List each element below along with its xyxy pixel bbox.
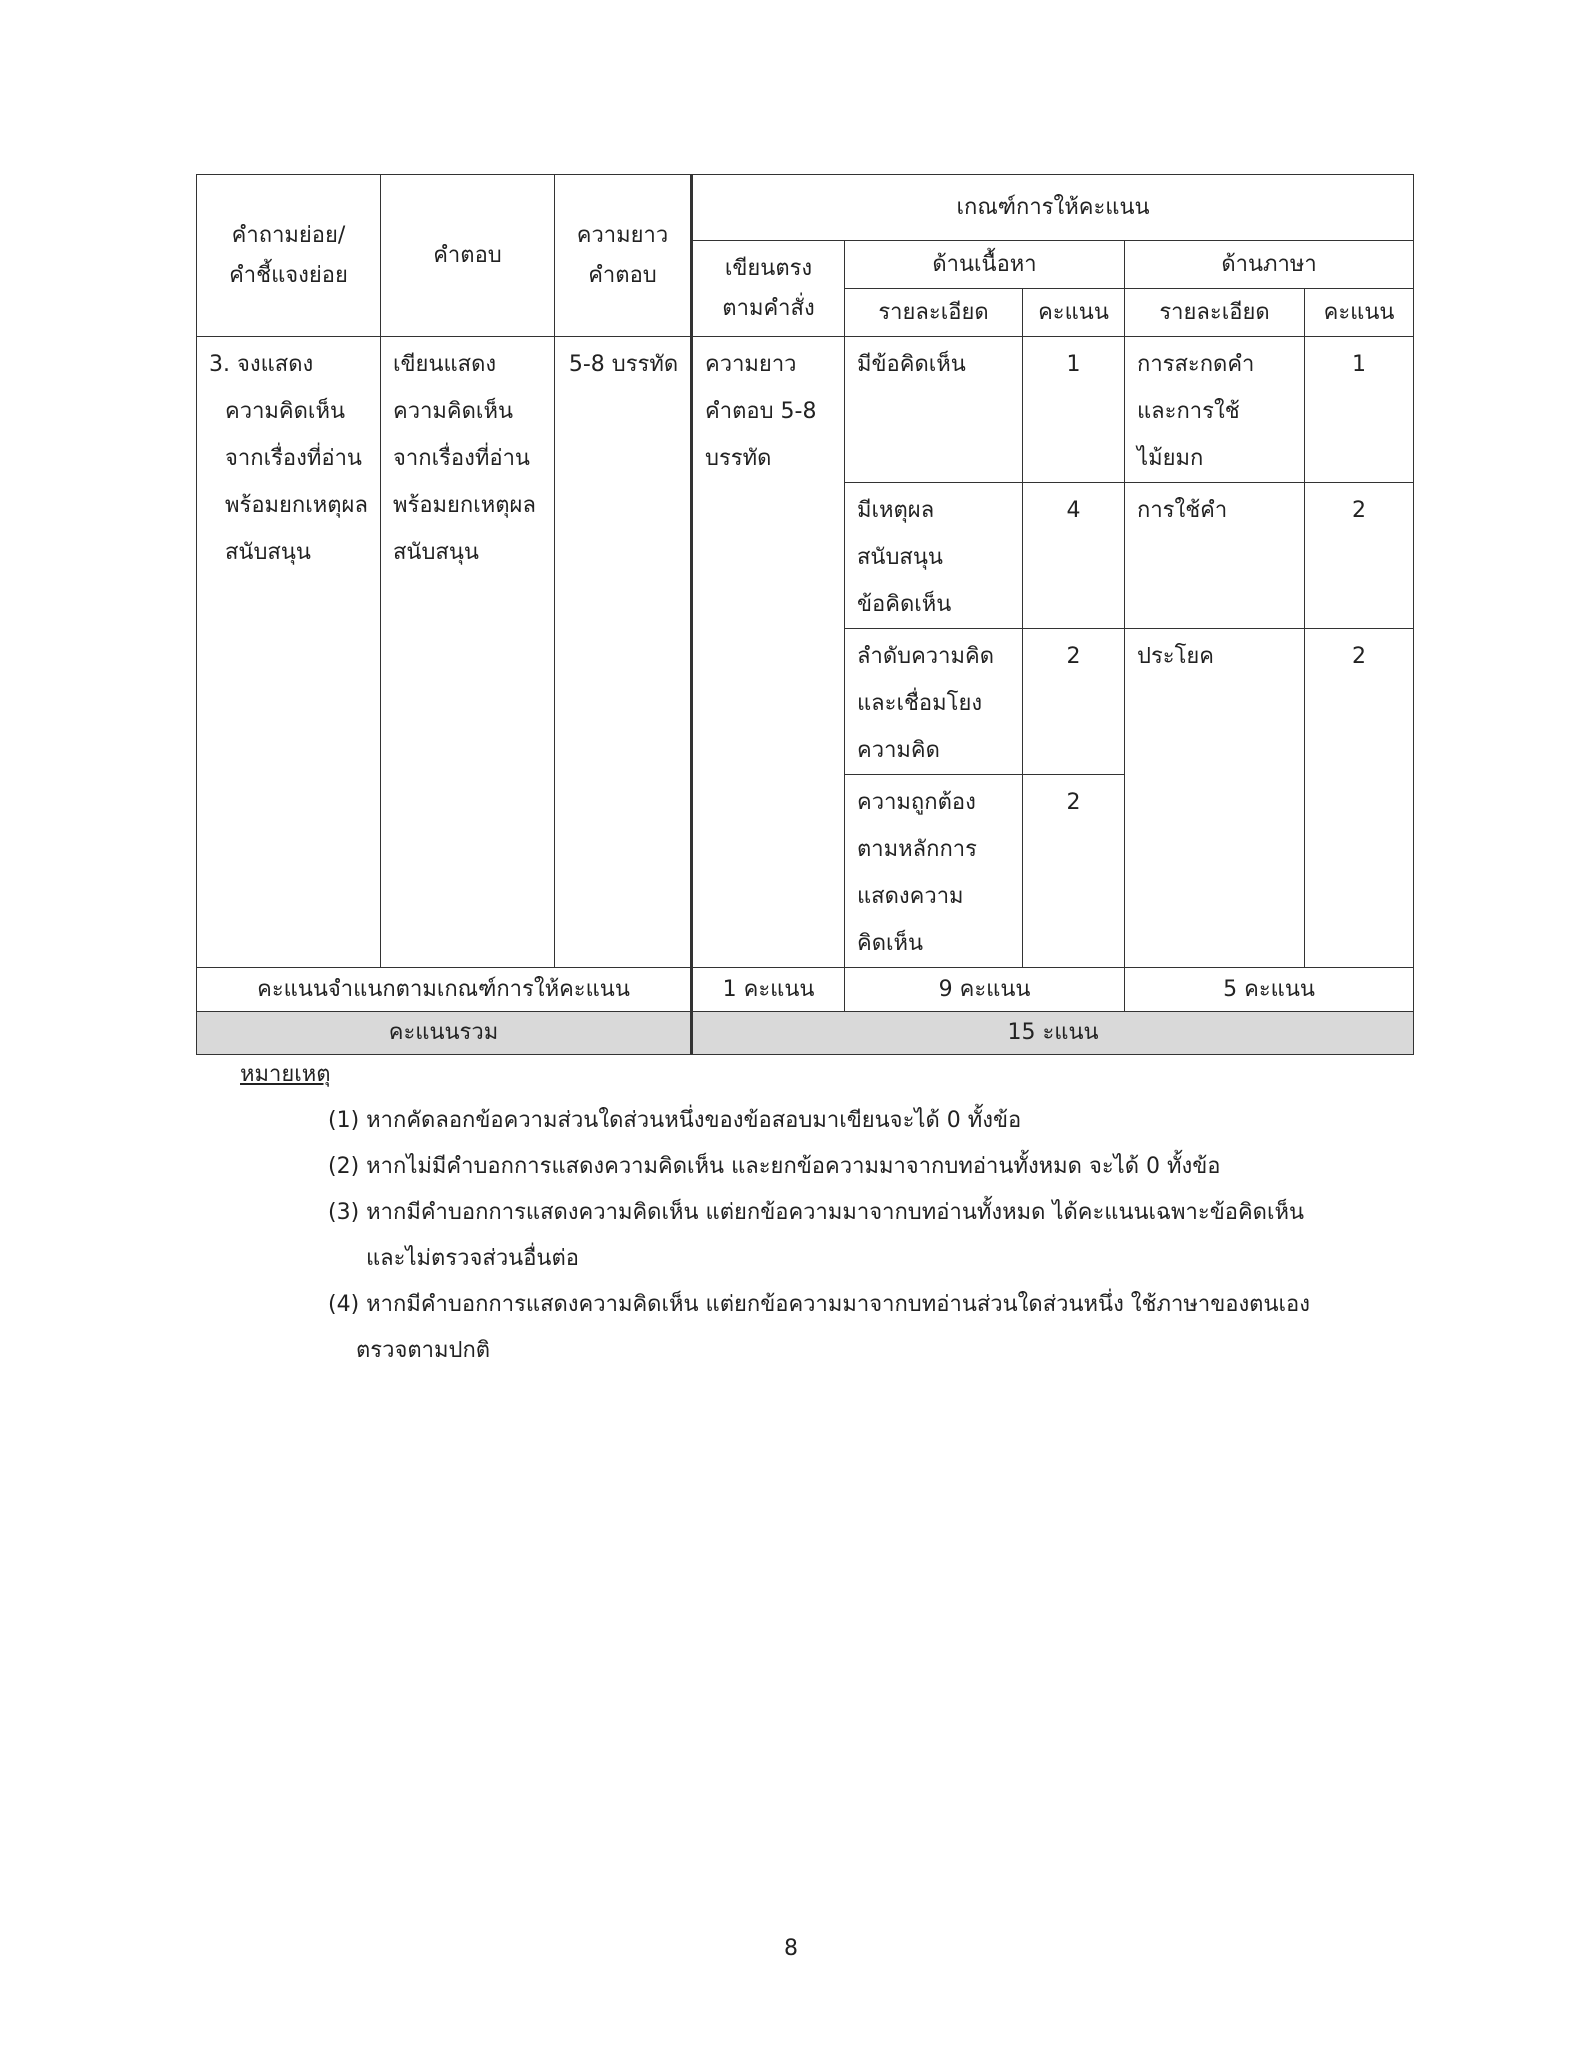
- total-label: คะแนนรวม: [197, 1012, 692, 1055]
- language-score-2: 2: [1305, 483, 1414, 629]
- summary-content: 9 คะแนน: [845, 968, 1125, 1012]
- header-language: ด้านภาษา: [1125, 241, 1414, 289]
- content-score-2: 4: [1023, 483, 1125, 629]
- summary-label: คะแนนจำแนกตามเกณฑ์การให้คะแนน: [197, 968, 692, 1012]
- page-number: 8: [784, 1936, 798, 1961]
- content-detail-4: ความถูกต้อง ตามหลักการ แสดงความ คิดเห็น: [845, 775, 1023, 968]
- header-answer-length: ความยาว คำตอบ: [555, 175, 692, 337]
- language-detail-1: การสะกดคำ และการใช้ ไม้ยมก: [1125, 337, 1305, 483]
- language-detail-3: ประโยค: [1125, 629, 1305, 968]
- answer-cell: เขียนแสดง ความคิดเห็น จากเรื่องที่อ่าน พร้อมยกเหตุผล สนับสนุน: [381, 337, 555, 968]
- header-content-detail: รายละเอียด: [845, 289, 1023, 337]
- length-cell: 5-8 บรรทัด: [555, 337, 692, 968]
- content-score-1: 1: [1023, 337, 1125, 483]
- note-item: (3) หากมีคำบอกการแสดงความคิดเห็น แต่ยกข้อความมาจากบทอ่านทั้งหมด ได้คะแนนเฉพาะข้อคิดเห็น: [328, 1200, 1305, 1225]
- header-answer: คำตอบ: [381, 175, 555, 337]
- total-value: 15 ะแนน: [692, 1012, 1414, 1055]
- language-score-3: 2: [1305, 629, 1414, 968]
- summary-language: 5 คะแนน: [1125, 968, 1414, 1012]
- note-item: (4) หากมีคำบอกการแสดงความคิดเห็น แต่ยกข้อความมาจากบทอ่านส่วนใดส่วนหนึ่ง ใช้ภาษาของตนเอง: [328, 1292, 1310, 1317]
- header-question: คำถามย่อย/ คำชี้แจงย่อย: [197, 175, 381, 337]
- content-detail-2: มีเหตุผล สนับสนุน ข้อคิดเห็น: [845, 483, 1023, 629]
- header-write-direct: เขียนตรง ตามคำสั่ง: [692, 241, 845, 337]
- scoring-rubric-table: [196, 174, 1414, 1055]
- header-language-detail: รายละเอียด: [1125, 289, 1305, 337]
- write-direct-cell: ความยาว คำตอบ 5-8 บรรทัด: [692, 337, 845, 968]
- note-item-continued: ตรวจตามปกติ: [356, 1338, 491, 1363]
- note-item: (2) หากไม่มีคำบอกการแสดงความคิดเห็น และยกข้อความมาจากบทอ่านทั้งหมด จะได้ 0 ทั้งข้อ: [328, 1154, 1221, 1179]
- content-score-4: 2: [1023, 775, 1125, 968]
- notes-section: [240, 1052, 1310, 1374]
- note-item: (1) หากคัดลอกข้อความส่วนใดส่วนหนึ่งของข้อสอบมาเขียนจะได้ 0 ทั้งข้อ: [328, 1108, 1022, 1133]
- header-content: ด้านเนื้อหา: [845, 241, 1125, 289]
- header-criteria: เกณฑ์การให้คะแนน: [692, 175, 1414, 241]
- header-content-score: คะแนน: [1023, 289, 1125, 337]
- language-detail-2: การใช้คำ: [1125, 483, 1305, 629]
- content-detail-3: ลำดับความคิด และเชื่อมโยง ความคิด: [845, 629, 1023, 775]
- content-score-3: 2: [1023, 629, 1125, 775]
- notes-title: หมายเหตุ: [240, 1062, 331, 1087]
- content-detail-1: มีข้อคิดเห็น: [845, 337, 1023, 483]
- summary-write-direct: 1 คะแนน: [692, 968, 845, 1012]
- note-item-continued: และไม่ตรวจส่วนอื่นต่อ: [366, 1246, 579, 1271]
- language-score-1: 1: [1305, 337, 1414, 483]
- header-language-score: คะแนน: [1305, 289, 1414, 337]
- question-cell: 3. จงแสดง ความคิดเห็น จากเรื่องที่อ่าน พร้อมยกเหตุผล สนับสนุน: [197, 337, 381, 968]
